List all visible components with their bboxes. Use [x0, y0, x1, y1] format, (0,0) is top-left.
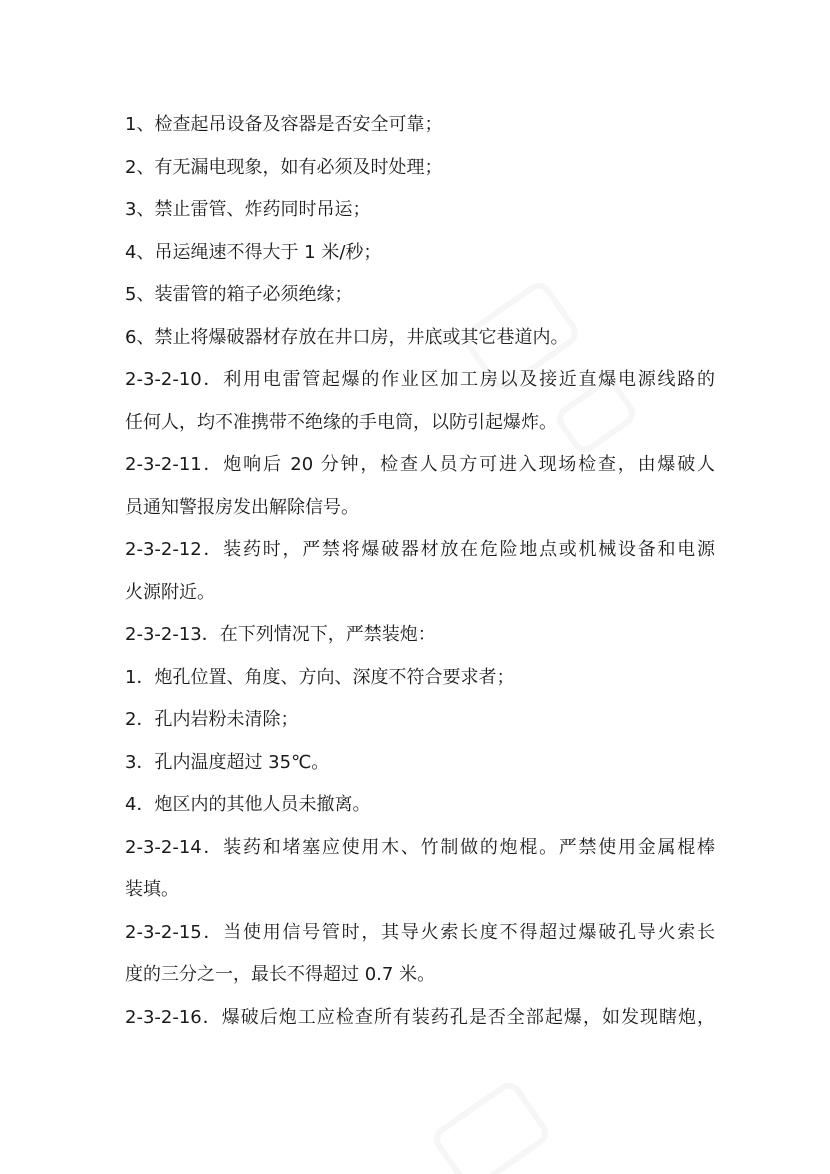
text-line: 2-3-2-13．在下列情况下，严禁装炮： [125, 624, 436, 645]
text-line: 任何人，均不准携带不绝缘的手电筒，以防引起爆炸。 [125, 411, 557, 433]
text-line: 度的三分之一，最长不得超过 0.7 米。 [125, 964, 436, 985]
text-line: 1、检查起吊设备及容器是否安全可靠； [125, 114, 443, 135]
text-line: 4、吊运绳速不得大于 1 米/秒； [125, 241, 382, 263]
text-line: 2-3-2-11．炮响后 20 分钟，检查人员方可进入现场检查，由爆破人 [125, 454, 715, 475]
text-line: 2-3-2-15．当使用信号管时，其导火索长度不得超过爆破孔导火索长 [125, 921, 715, 943]
document-body [125, 104, 715, 1039]
text-line: 3、禁止雷管、炸药同时吊运； [125, 199, 371, 220]
text-line: 2-3-2-12．装药时，严禁将爆破器材放在危险地点或机械设备和电源 [125, 539, 715, 560]
text-line: 员通知警报房发出解除信号。 [125, 496, 359, 518]
text-line: 火源附近。 [125, 581, 215, 603]
text-line: 2-3-2-14．装药和堵塞应使用木、竹制做的炮棍。严禁使用金属棍棒 [125, 836, 715, 858]
text-line: 3．孔内温度超过 35℃。 [125, 751, 330, 773]
text-line: 装填。 [125, 879, 179, 900]
text-line: 1．炮孔位置、角度、方向、深度不符合要求者； [125, 666, 515, 688]
text-line: 5、装雷管的箱子必须绝缘； [125, 284, 353, 305]
text-line: 6、禁止将爆破器材存放在井口房，井底或其它巷道内。 [125, 326, 569, 348]
text-line: 2-3-2-10．利用电雷管起爆的作业区加工房以及接近直爆电源线路的 [125, 369, 715, 390]
text-line: 2．孔内岩粉未清除； [125, 709, 299, 730]
text-line: 4．炮区内的其他人员未撤离。 [125, 794, 371, 815]
text-line: 2-3-2-16．爆破后炮工应检查所有装药孔是否全部起爆，如发现瞎炮， [125, 1006, 715, 1028]
text-line: 2、有无漏电现象，如有必须及时处理； [125, 156, 443, 178]
